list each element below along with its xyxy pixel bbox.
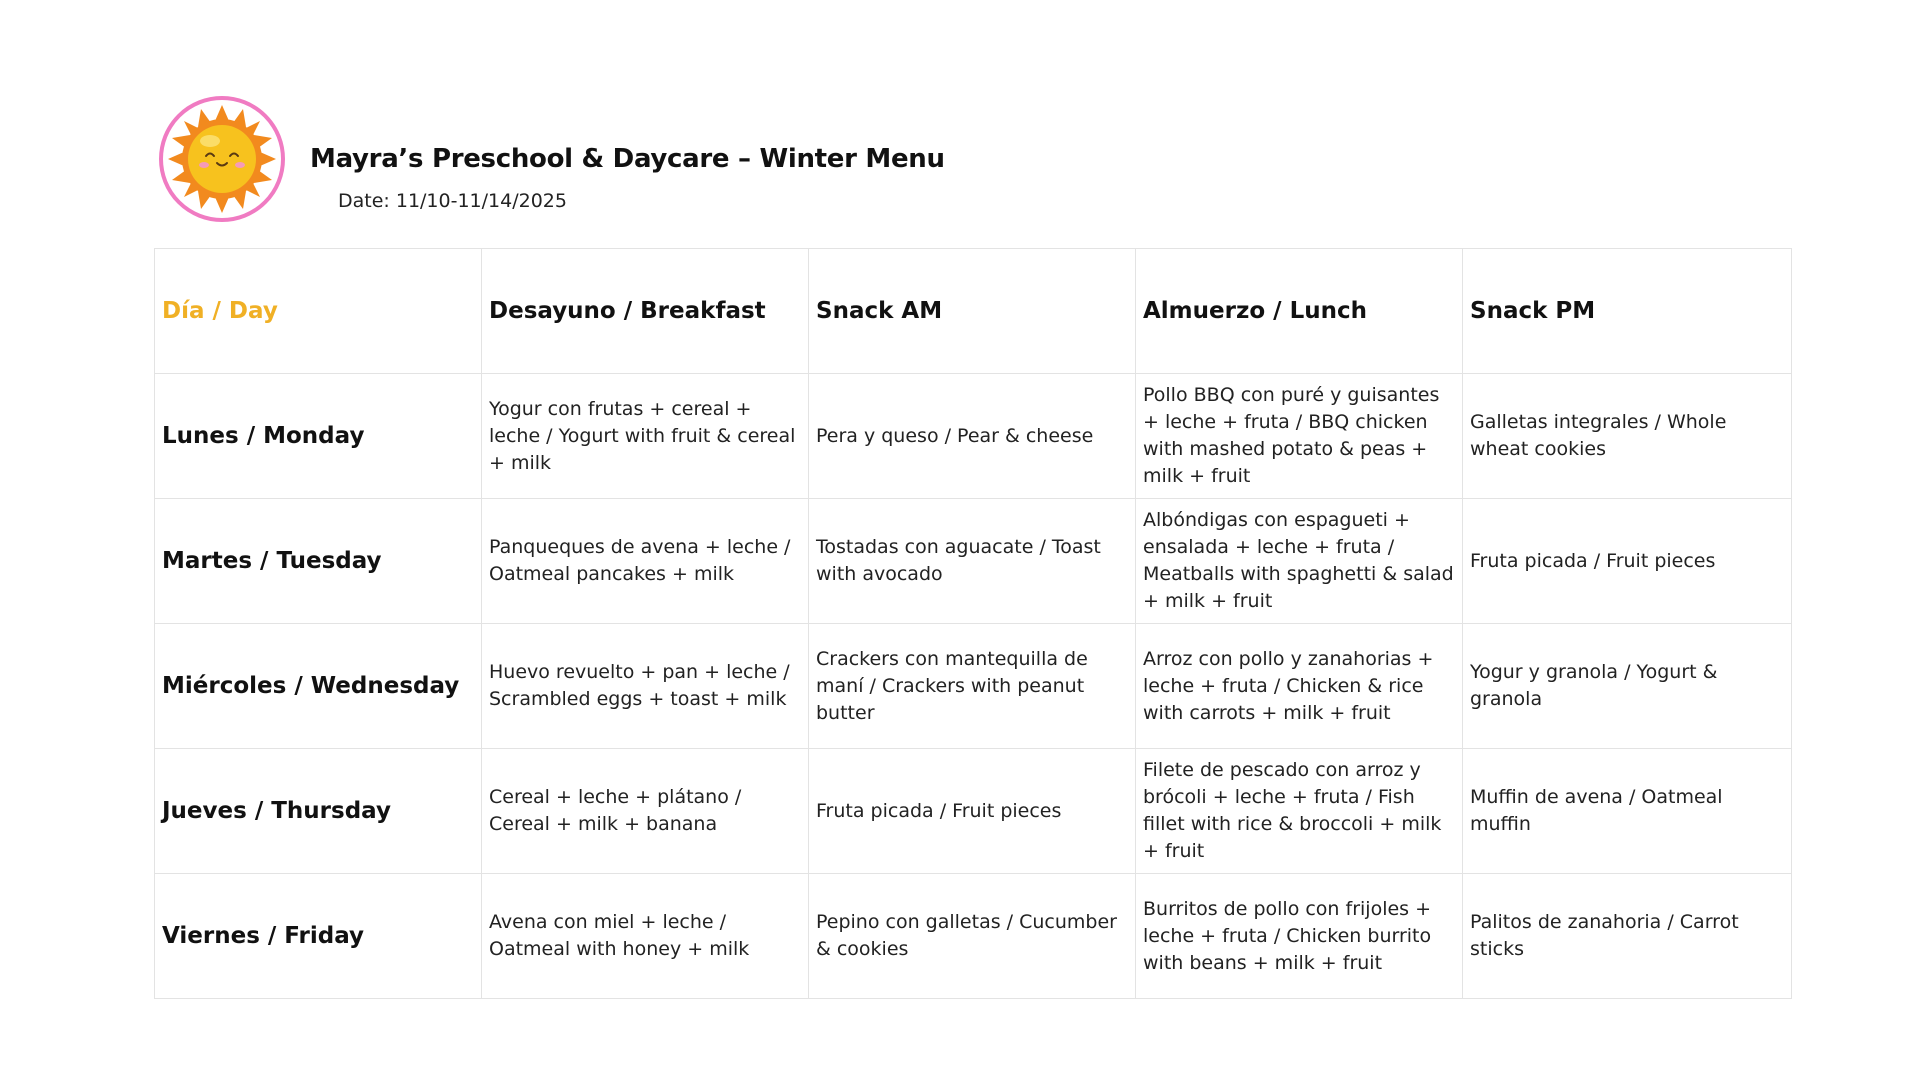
snack-pm-cell: Galletas integrales / Whole wheat cookies xyxy=(1463,374,1792,499)
lunch-cell: Pollo BBQ con puré y guisantes + leche + fruta / BBQ chicken with mashed potato & peas + milk + fruit xyxy=(1136,374,1463,499)
day-cell: Martes / Tuesday xyxy=(155,499,482,624)
breakfast-cell: Avena con miel + leche / Oatmeal with honey + milk xyxy=(482,874,809,999)
table-row xyxy=(155,374,1792,499)
snack-am-cell: Fruta picada / Fruit pieces xyxy=(809,749,1136,874)
snack-am-cell: Pera y queso / Pear & cheese xyxy=(809,374,1136,499)
column-header-snack-pm: Snack PM xyxy=(1463,249,1792,374)
page-title: Mayra’s Preschool & Daycare – Winter Menu xyxy=(310,144,945,174)
table-row xyxy=(155,874,1792,999)
snack-am-cell: Pepino con galletas / Cucumber & cookies xyxy=(809,874,1136,999)
menu-date: Date: 11/10-11/14/2025 xyxy=(338,190,567,212)
lunch-cell: Burritos de pollo con frijoles + leche + fruta / Chicken burrito with beans + milk + fruit xyxy=(1136,874,1463,999)
breakfast-cell: Huevo revuelto + pan + leche / Scrambled eggs + toast + milk xyxy=(482,624,809,749)
table-header-row xyxy=(155,249,1792,374)
lunch-cell: Filete de pescado con arroz y brócoli + leche + fruta / Fish fillet with rice & broccoli + milk + fruit xyxy=(1136,749,1463,874)
breakfast-cell: Panqueques de avena + leche / Oatmeal pancakes + milk xyxy=(482,499,809,624)
menu-table xyxy=(154,248,1792,999)
day-cell: Lunes / Monday xyxy=(155,374,482,499)
column-header-snack-am: Snack AM xyxy=(809,249,1136,374)
table-row xyxy=(155,499,1792,624)
column-header-breakfast: Desayuno / Breakfast xyxy=(482,249,809,374)
table-row xyxy=(155,749,1792,874)
snack-pm-cell: Muffin de avena / Oatmeal muffin xyxy=(1463,749,1792,874)
day-cell: Miércoles / Wednesday xyxy=(155,624,482,749)
breakfast-cell: Cereal + leche + plátano / Cereal + milk + banana xyxy=(482,749,809,874)
smiling-sun-icon xyxy=(158,95,286,223)
lunch-cell: Albóndigas con espagueti + ensalada + leche + fruta / Meatballs with spaghetti & salad + milk + fruit xyxy=(1136,499,1463,624)
day-cell: Jueves / Thursday xyxy=(155,749,482,874)
column-header-lunch: Almuerzo / Lunch xyxy=(1136,249,1463,374)
snack-pm-cell: Palitos de zanahoria / Carrot sticks xyxy=(1463,874,1792,999)
column-header-day: Día / Day xyxy=(155,249,482,374)
snack-pm-cell: Fruta picada / Fruit pieces xyxy=(1463,499,1792,624)
snack-am-cell: Crackers con mantequilla de maní / Crackers with peanut butter xyxy=(809,624,1136,749)
snack-pm-cell: Yogur y granola / Yogurt & granola xyxy=(1463,624,1792,749)
day-cell: Viernes / Friday xyxy=(155,874,482,999)
table-row xyxy=(155,624,1792,749)
snack-am-cell: Tostadas con aguacate / Toast with avocado xyxy=(809,499,1136,624)
breakfast-cell: Yogur con frutas + cereal + leche / Yogurt with fruit & cereal + milk xyxy=(482,374,809,499)
lunch-cell: Arroz con pollo y zanahorias + leche + fruta / Chicken & rice with carrots + milk + fruit xyxy=(1136,624,1463,749)
